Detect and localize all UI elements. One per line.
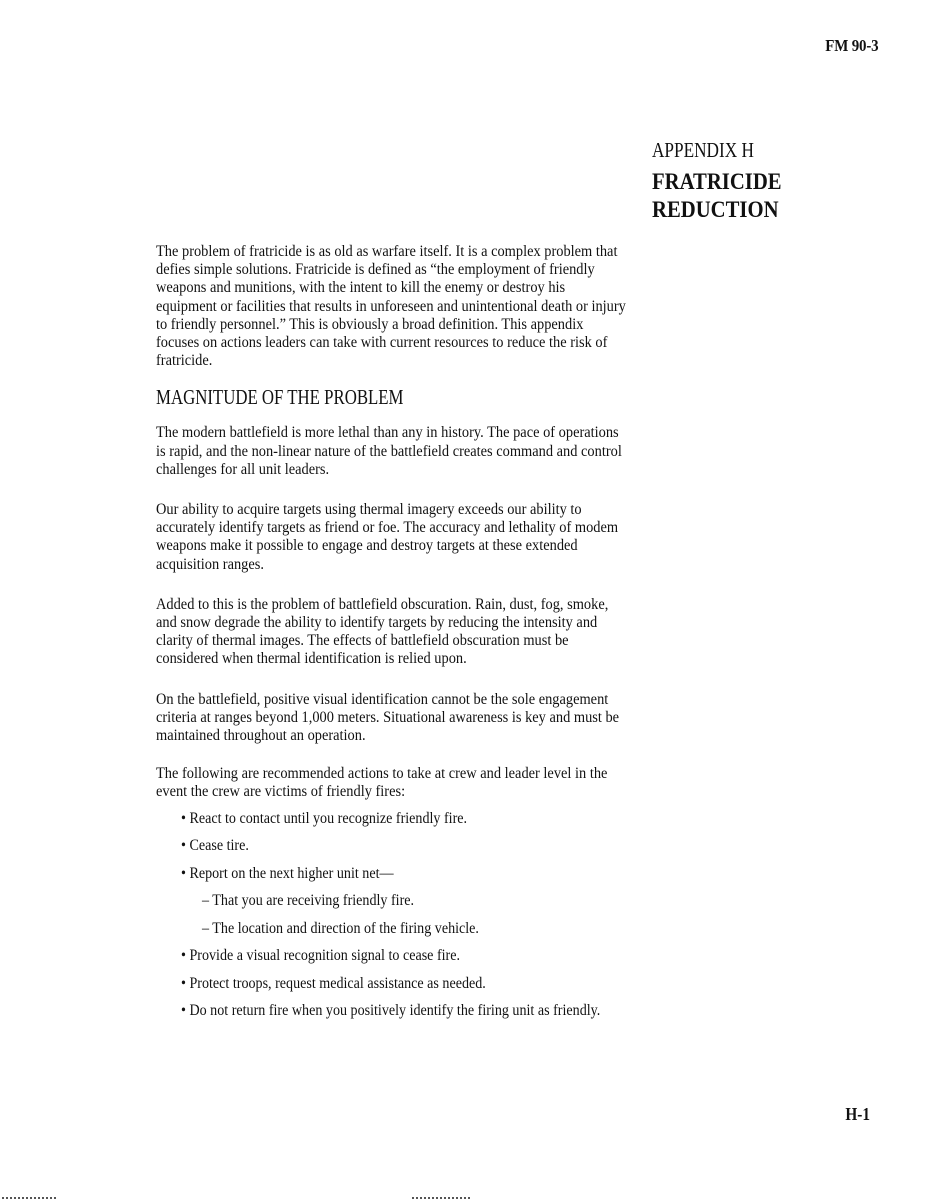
sub-list-item: – That you are receiving friendly fire. (202, 892, 415, 910)
appendix-title-line-1: FRATRICIDE (652, 169, 782, 194)
list-item: • Report on the next higher unit net— (181, 864, 394, 882)
text-line: considered when thermal identification is relied upon. (156, 650, 467, 668)
section-heading-text: MAGNITUDE OF THE PROBLEM (156, 385, 404, 410)
paragraph-recommended-actions (156, 765, 656, 801)
sub-list-item: – The location and direction of the firing vehicle. (202, 919, 479, 937)
text-line: On the battlefield, positive visual identification cannot be the sole engagement (156, 690, 609, 708)
paragraph-modern-battlefield (156, 424, 656, 479)
paragraph-thermal-imagery (156, 501, 656, 574)
text-line: event the crew are victims of friendly fires: (156, 783, 406, 801)
text-line: fratricide. (156, 352, 213, 370)
appendix-title (652, 168, 902, 224)
list-item: • Protect troops, request medical assistance as needed. (181, 974, 486, 992)
list-item: • Provide a visual recognition signal to cease fire. (181, 947, 461, 965)
text-line: focuses on actions leaders can take with current resources to reduce the risk of (156, 334, 608, 352)
section-heading (156, 384, 656, 410)
list-item: • Cease tire. (181, 837, 249, 855)
text-line: Added to this is the problem of battlefield obscuration. Rain, dust, fog, smoke, (156, 595, 609, 613)
list-item: • Do not return fire when you positively identify the firing unit as friendly. (181, 1002, 601, 1020)
text-line: equipment or facilities that results in unforeseen and unintentional death or injury (156, 297, 626, 315)
appendix-title-line-2: REDUCTION (652, 197, 779, 222)
intro-paragraph (156, 243, 656, 370)
main-content (156, 243, 656, 1030)
text-line: clarity of thermal images. The effects of battlefield obscuration must be (156, 632, 569, 650)
text-line: weapons and munitions, with the intent to kill the enemy or destroy his (156, 279, 566, 297)
text-line: accurately identify targets as friend or foe. The accuracy and lethality of modem (156, 519, 619, 537)
text-line: The modern battlefield is more lethal than any in history. The pace of operations (156, 424, 619, 442)
text-line: The problem of fratricide is as old as warfare itself. It is a complex problem that (156, 243, 618, 260)
text-line: is rapid, and the non-linear nature of the battlefield creates command and control (156, 442, 622, 460)
text-line: weapons make it possible to engage and destroy targets at these extended (156, 537, 578, 555)
text-line: challenges for all unit leaders. (156, 460, 330, 478)
paragraph-obscuration (156, 596, 656, 669)
text-line: criteria at ranges beyond 1,000 meters. Situational awareness is key and must be (156, 708, 620, 726)
text-line: and snow degrade the ability to identify targets by reducing the intensity and (156, 614, 598, 632)
text-line: to friendly personnel.” This is obviously a broad definition. This appendix (156, 315, 584, 333)
page-number: H-1 (845, 1104, 870, 1124)
text-line: Our ability to acquire targets using thermal imagery exceeds our ability to (156, 501, 582, 519)
list-item: • React to contact until you recognize friendly fire. (181, 809, 468, 827)
scan-artifact-left (2, 1197, 58, 1199)
document-code: FM 90-3 (824, 36, 878, 55)
text-line: acquisition ranges. (156, 555, 264, 573)
appendix-label: APPENDIX H (652, 138, 754, 162)
text-line: The following are recommended actions to take at crew and leader level in the (156, 765, 608, 783)
text-line: defies simple solutions. Fratricide is defined as “the employment of friendly (156, 261, 595, 279)
scan-artifact-center (412, 1197, 470, 1199)
text-line: maintained throughout an operation. (156, 727, 366, 745)
appendix-heading-block (652, 136, 902, 224)
actions-list (156, 810, 656, 1030)
paragraph-visual-identification (156, 691, 656, 746)
